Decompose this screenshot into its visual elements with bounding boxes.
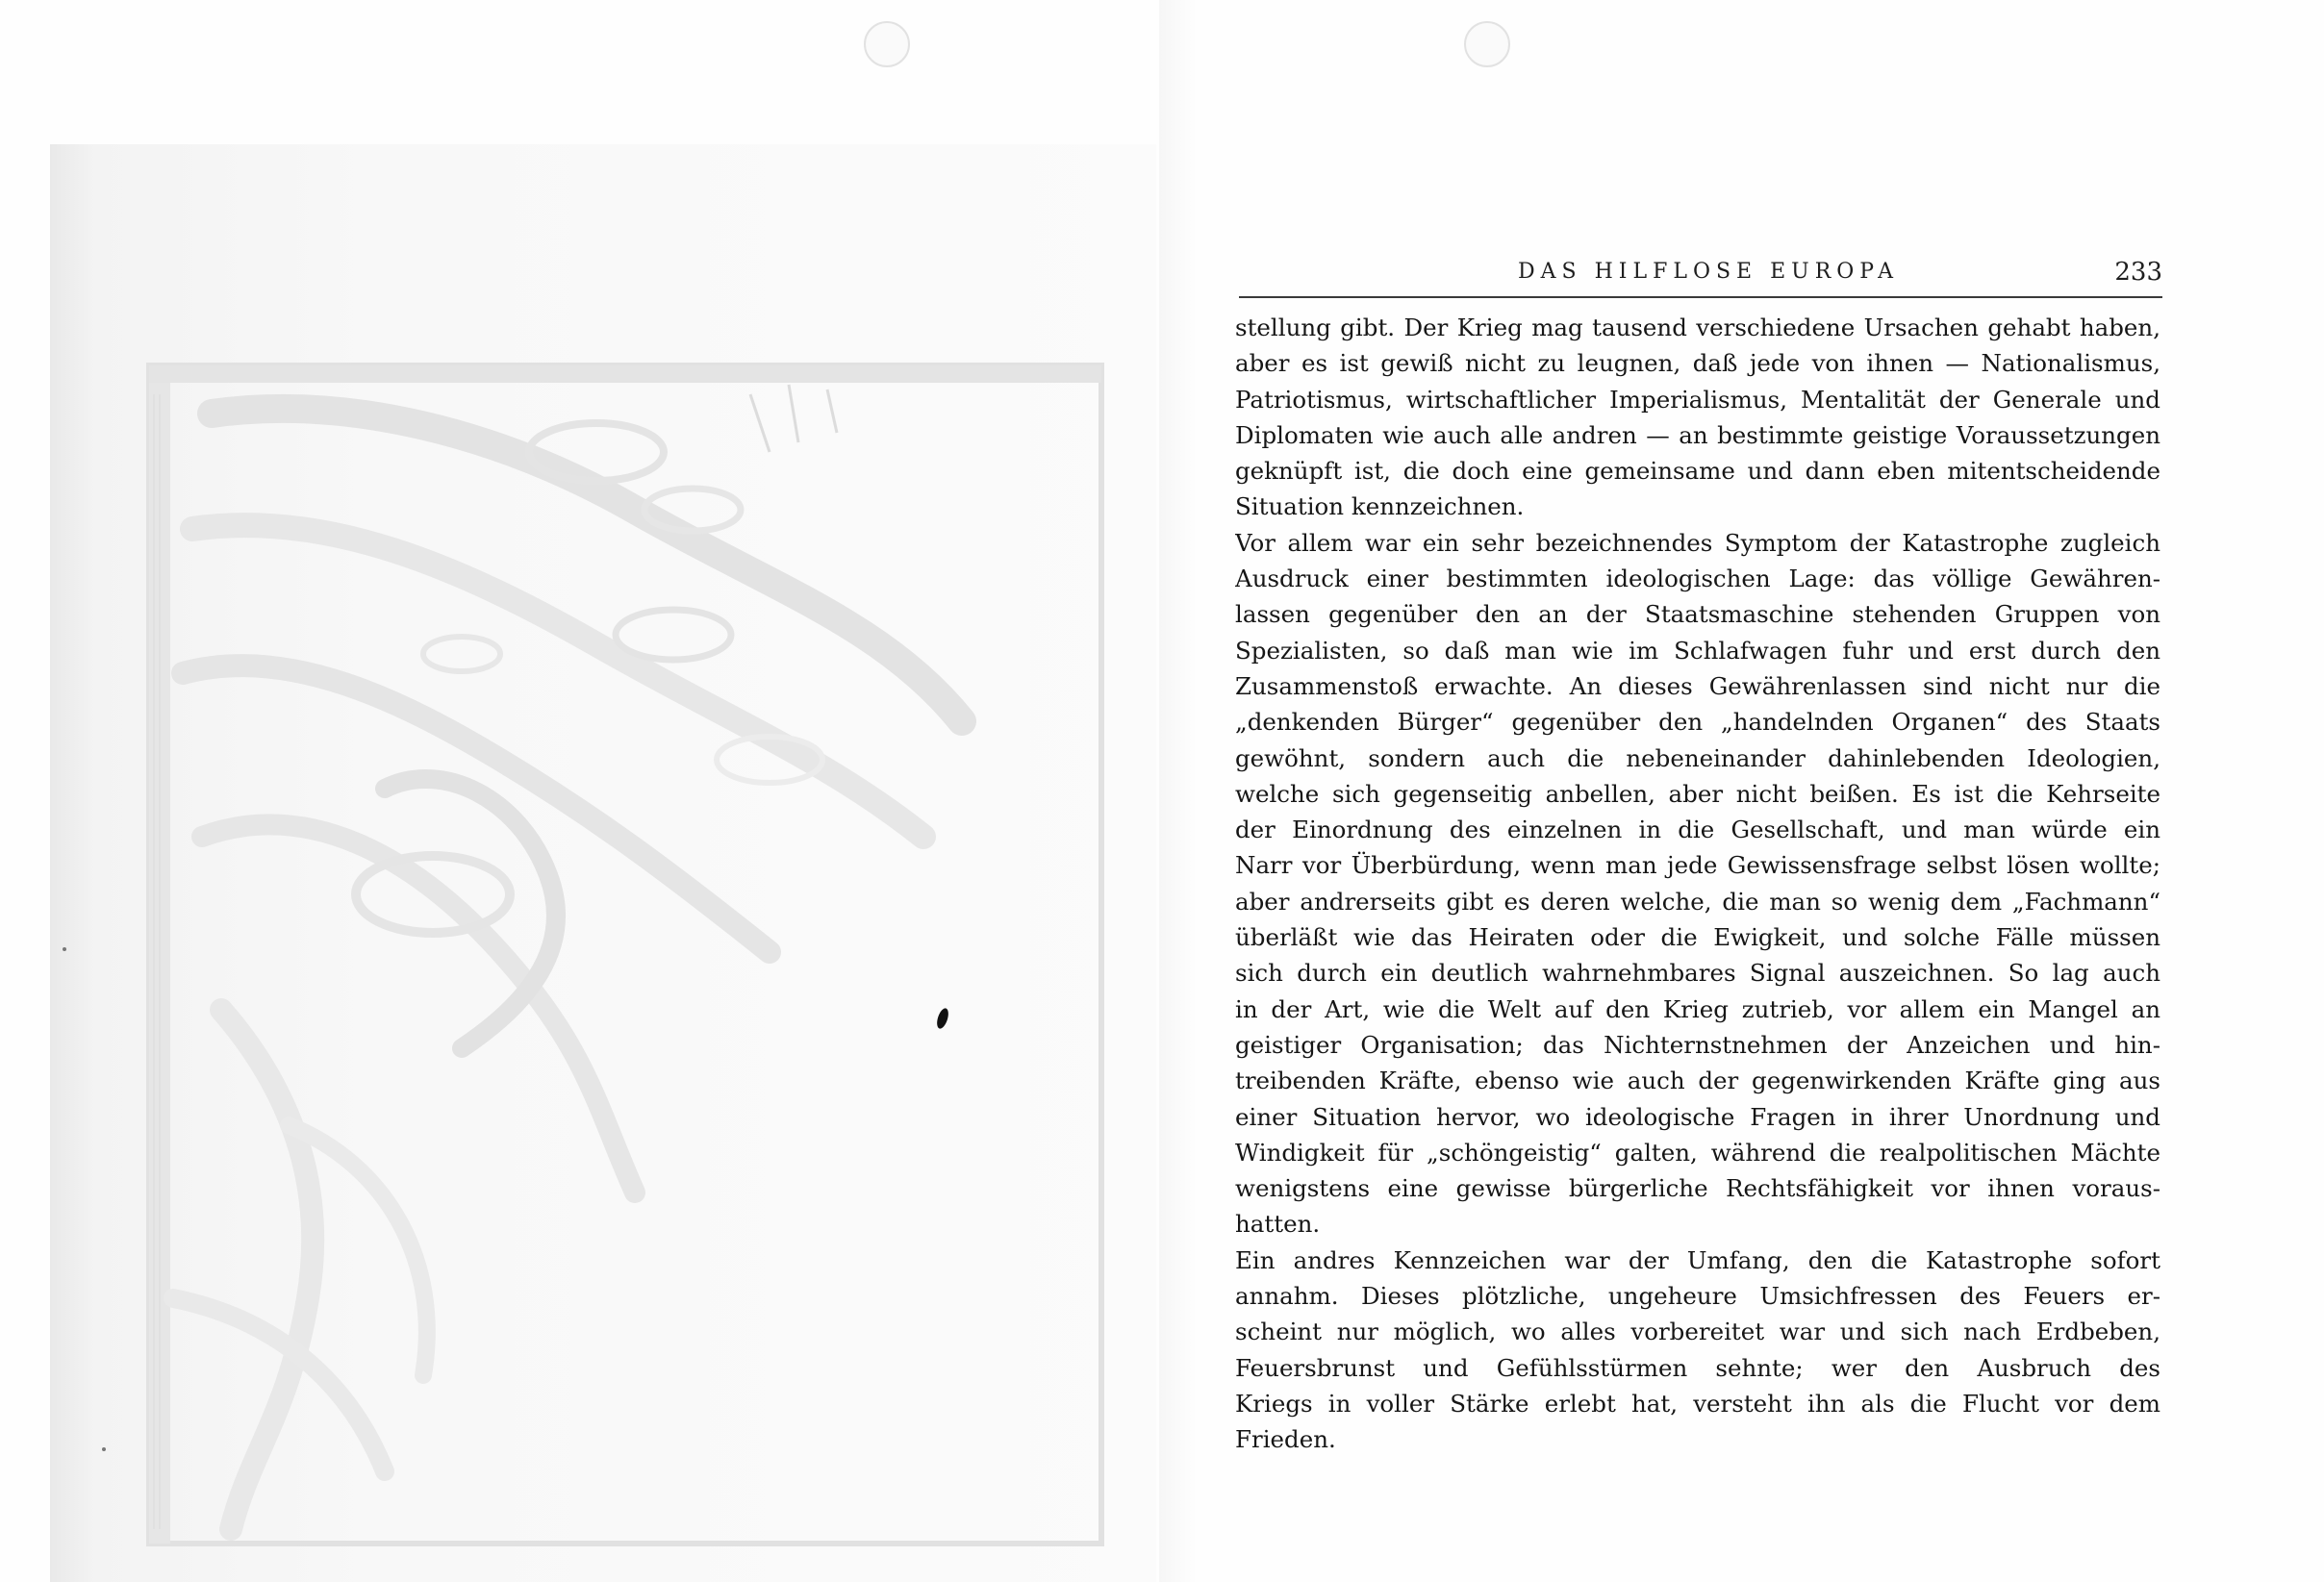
punch-hole-left	[864, 21, 910, 67]
text-line: Patriotismus, wirtschaftlicher Imperialismus, Mentalität der Generale und	[1235, 385, 2160, 414]
text-line: Situation kennzeichnen.	[1235, 492, 1525, 521]
text-line: Windigkeit für „schöngeistig“ galten, während die realpolitischen Mächte	[1235, 1138, 2160, 1167]
page-number: 233	[2114, 258, 2162, 287]
text-line: Frieden.	[1235, 1425, 1336, 1454]
text-line: annahm. Dieses plötzliche, ungeheure Umsichfressen des Feuers er-	[1235, 1282, 2160, 1311]
text-line: hatten.	[1235, 1210, 1321, 1239]
text-line: überläßt wie das Heiraten oder die Ewigkeit, und solche Fälle müssen	[1235, 923, 2160, 952]
text-line: scheint nur möglich, wo alles vorbereitet war und sich nach Erdbeben,	[1235, 1318, 2160, 1346]
text-line: sich durch ein deutlich wahrnehmbares Signal auszeichnen. So lag auch	[1235, 959, 2160, 988]
text-line: wenigstens eine gewisse bürgerliche Rechtsfähigkeit vor ihnen voraus-	[1235, 1174, 2160, 1203]
running-head	[1239, 258, 2162, 300]
text-line: lassen gegenüber den an der Staatsmaschine stehenden Gruppen von	[1235, 600, 2160, 629]
text-line: Ein andres Kennzeichen war der Umfang, den die Katastrophe sofort	[1235, 1245, 2160, 1274]
text-line: welche sich gegenseitig anbellen, aber nicht beißen. Es ist die Kehrseite	[1235, 779, 2160, 808]
text-line: gewöhnt, sondern auch die nebeneinander dahinlebenden Ideologien,	[1235, 743, 2160, 772]
text-line: aber andrerseits gibt es deren welche, die man so wenig dem „Fachmann“	[1235, 887, 2160, 916]
text-line: treibenden Kräfte, ebenso wie auch der gegenwirkenden Kräfte ging aus	[1235, 1067, 2160, 1095]
running-title: DAS HILFLOSE EUROPA	[1518, 260, 1899, 284]
punch-hole-right	[1464, 21, 1510, 67]
text-line: Spezialisten, so daß man wie im Schlafwagen fuhr und erst durch den	[1235, 636, 2160, 665]
dust-speck	[63, 947, 66, 951]
text-line: Zusammenstoß erwachte. An dieses Gewährenlassen sind nicht nur die	[1235, 671, 2160, 700]
text-line: Narr vor Überbürdung, wenn man jede Gewissensfrage selbst lösen wollte;	[1235, 851, 2160, 880]
text-line: Vor allem war ein sehr bezeichnendes Symptom der Katastrophe zugleich	[1235, 528, 2160, 557]
faded-illustration	[96, 221, 1106, 1558]
text-line: aber es ist gewiß nicht zu leugnen, daß jede von ihnen — Nationalismus,	[1235, 349, 2160, 378]
text-line: einer Situation hervor, wo ideologische Fragen in ihrer Unordnung und	[1235, 1102, 2160, 1131]
text-line: der Einordnung des einzelnen in die Gesellschaft, und man würde ein	[1235, 816, 2160, 844]
text-line: Ausdruck einer bestimmten ideologischen Lage: das völlige Gewähren-	[1235, 565, 2160, 593]
text-line: stellung gibt. Der Krieg mag tausend verschiedene Ursachen gehabt haben,	[1235, 314, 2160, 341]
text-line: geknüpft ist, die doch eine gemeinsame und dann eben mitentscheidende	[1235, 457, 2160, 486]
dust-speck	[102, 1447, 106, 1451]
text-line: Feuersbrunst und Gefühlsstürmen sehnte; wer den Ausbruch des	[1235, 1353, 2160, 1382]
book-gutter	[1159, 0, 1198, 1582]
text-line: Diplomaten wie auch alle andren — an bestimmte geistige Voraussetzungen	[1235, 420, 2160, 449]
text-line: in der Art, wie die Welt auf den Krieg zutrieb, vor allem ein Mangel an	[1235, 994, 2160, 1023]
body-text	[1235, 310, 2160, 1458]
header-rule	[1239, 296, 2162, 298]
text-line: „denkenden Bürger“ gegenüber den „handelnden Organen“ des Staats	[1235, 708, 2160, 737]
text-line: Kriegs in voller Stärke erlebt hat, versteht ihn als die Flucht vor dem	[1235, 1389, 2160, 1418]
text-line: geistiger Organisation; das Nichternstnehmen der Anzeichen und hin-	[1235, 1030, 2160, 1059]
